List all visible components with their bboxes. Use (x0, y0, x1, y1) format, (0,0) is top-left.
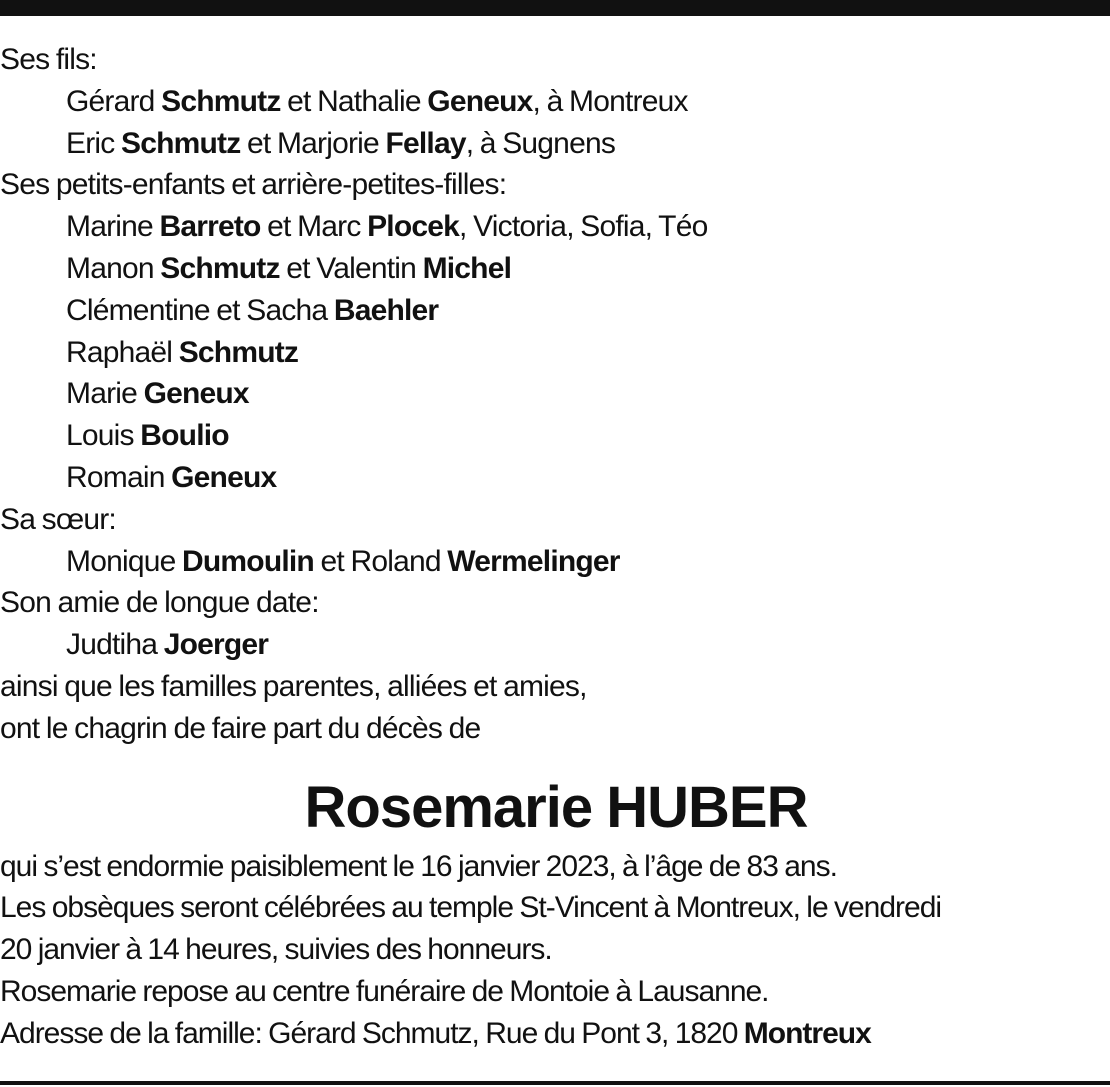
last-name: Schmutz (178, 335, 299, 369)
first-name: Marine (66, 210, 153, 244)
grandchildren-heading: Ses petits-enfants et arrière-petites-filles: (0, 168, 507, 202)
closing-line: ont le chagrin de faire part du décès de (0, 711, 481, 745)
family-address (0, 1013, 1110, 1055)
place: , à Sugnens (465, 126, 616, 160)
first-name: Marie (66, 377, 138, 411)
last-name: Schmutz (160, 251, 280, 285)
first-name: Manon (66, 251, 154, 285)
obituary-notice (0, 39, 1110, 1055)
top-rule (0, 0, 1110, 16)
detail-line: qui s’est endormie paisiblement le 16 janvier 2023, à l’âge de 83 ans. (0, 849, 837, 883)
address-text: Adresse de la famille: Gérard Schmutz, Rue du Pont 3, 1820 (0, 1016, 738, 1050)
partner-first-name: Valentin (316, 251, 417, 285)
last-name: Geneux (143, 377, 249, 411)
last-name: Schmutz (161, 84, 281, 118)
first-name: Monique (66, 544, 176, 578)
sister-entry (0, 541, 1110, 583)
last-name: Barreto (159, 210, 261, 244)
grandchild-entry (0, 332, 1110, 374)
partner-last-name: Fellay (385, 126, 466, 160)
son-entry (0, 81, 1110, 123)
conjunction: et (287, 84, 311, 118)
last-name: Schmutz (121, 126, 241, 160)
grandchild-entry (0, 373, 1110, 415)
detail-line: Les obsèques seront célébrées au temple St-Vincent à Montreux, le vendredi (0, 891, 942, 925)
bottom-rule (0, 1081, 1110, 1085)
address-city: Montreux (743, 1016, 871, 1050)
grandchild-entry (0, 290, 1110, 332)
closing-line: ainsi que les familles parentes, alliées et amies, (0, 669, 587, 703)
partner-last-name: Michel (422, 251, 512, 285)
first-name: Judtiha (66, 628, 158, 662)
last-name: Geneux (171, 460, 277, 494)
partner-last-name: Wermelinger (447, 544, 620, 578)
last-name: Joerger (163, 628, 269, 662)
last-name: Dumoulin (182, 544, 314, 578)
grandchild-entry (0, 206, 1110, 248)
last-name: Boulio (140, 419, 229, 453)
partner-last-name: Geneux (427, 84, 533, 118)
sister-heading: Sa sœur: (0, 502, 116, 536)
conjunction: et (320, 544, 344, 578)
first-name: Raphaël (66, 335, 173, 369)
first-name: Romain (66, 460, 165, 494)
first-name: Louis (66, 419, 134, 453)
last-name: Baehler (333, 293, 439, 327)
conjunction: et (267, 210, 291, 244)
conjunction: et (246, 126, 271, 160)
extra-names: , Victoria, Sofia, Téo (459, 210, 708, 244)
friend-entry (0, 624, 1110, 666)
detail-line: Rosemarie repose au centre funéraire de Montoie à Lausanne. (0, 974, 769, 1008)
partner-first-name: Nathalie (317, 84, 421, 118)
grandchild-entry (0, 457, 1110, 499)
partner-first-name: Marc (297, 210, 361, 244)
place: , à Montreux (532, 84, 688, 118)
partner-first-name: Marjorie (276, 126, 379, 160)
detail-line: 20 janvier à 14 heures, suivies des honneurs. (0, 933, 552, 967)
conjunction: et (286, 251, 310, 285)
first-name: Eric (66, 126, 115, 160)
partner-first-name: Roland (350, 544, 441, 578)
grandchild-entry (0, 415, 1110, 457)
deceased-name: Rosemarie HUBER (304, 774, 808, 840)
first-name: Gérard (66, 84, 155, 118)
son-entry (0, 123, 1110, 165)
friend-heading: Son amie de longue date: (0, 586, 319, 620)
grandchild-entry (0, 248, 1110, 290)
sons-heading: Ses fils: (0, 43, 97, 76)
first-name: Clémentine et Sacha (66, 293, 328, 327)
partner-last-name: Plocek (367, 210, 460, 244)
